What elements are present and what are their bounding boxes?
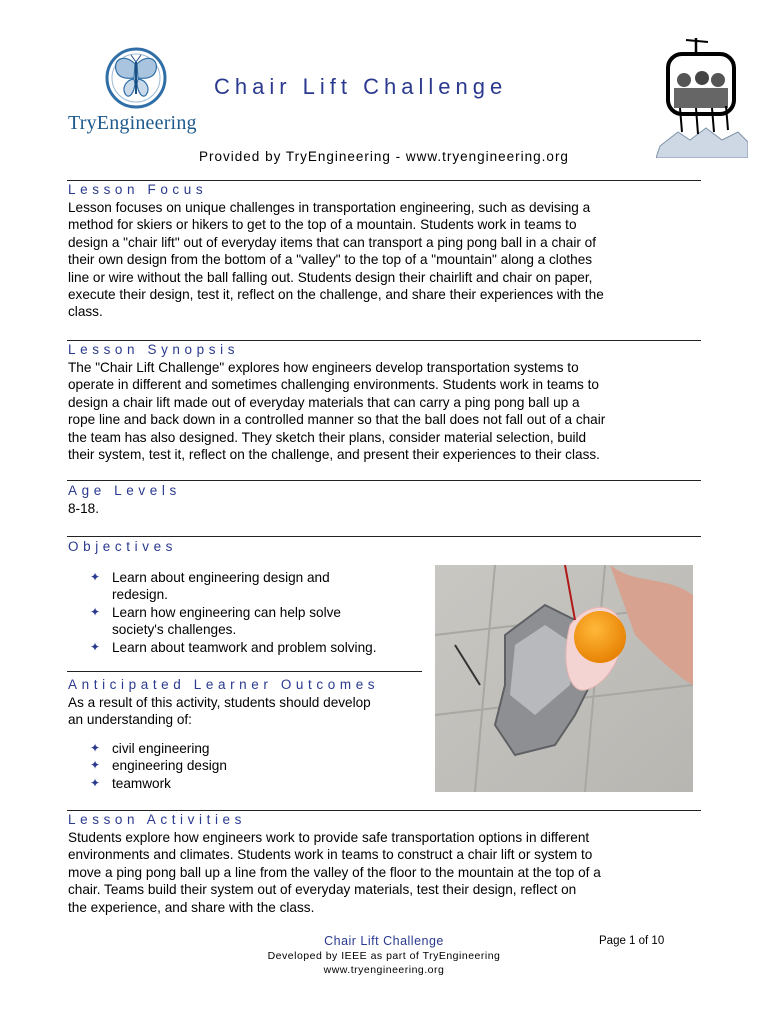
outcomes-text — [68, 694, 428, 729]
text-line: line or wire without the ball falling out. Students design their chairlift and chair on paper, — [68, 269, 593, 285]
section-heading-objectives: Objectives — [68, 539, 178, 554]
list-item: ✦ Learn about engineering design and redesign. — [90, 570, 330, 603]
four-point-star-icon: ✦ — [90, 775, 101, 790]
text-line: Lesson focuses on unique challenges in transportation engineering, such as devising a — [68, 200, 591, 215]
page-number: Page 1 of 10 — [599, 935, 665, 947]
section-divider — [67, 671, 422, 672]
text-line: chair. Teams build their system out of everyday materials, test their design, reflect on — [68, 882, 577, 898]
ping-pong-chair-photo — [435, 565, 693, 792]
footer-title: Chair Lift Challenge — [324, 934, 444, 948]
lesson-focus-text — [68, 199, 708, 321]
text-line: design a "chair lift" out of everyday items that can transport a ping pong ball in a chair of — [68, 234, 597, 250]
objectives-list — [90, 569, 376, 656]
text-line: Students explore how engineers work to provide safe transportation options in different — [68, 830, 590, 845]
section-heading-anticipated-learner-outcomes: Anticipated Learner Outcomes — [68, 677, 380, 692]
section-divider — [67, 480, 701, 481]
outcomes-list — [90, 740, 227, 792]
section-heading-lesson-synopsis: Lesson Synopsis — [68, 342, 240, 357]
text-line: class. — [68, 304, 103, 320]
text-line: rope line and back down in a controlled manner so that the ball does not fall out of a chair — [68, 412, 606, 428]
text-line: their own design from the bottom of a "valley" to the top of a "mountain" along a clothes — [68, 252, 593, 268]
four-point-star-icon: ✦ — [90, 604, 101, 619]
lesson-activities-text — [68, 829, 708, 916]
section-divider — [67, 810, 701, 811]
list-item: ✦ engineering design — [90, 758, 227, 774]
section-divider — [67, 180, 701, 181]
text-line: an understanding of: — [68, 712, 192, 728]
section-heading-age-levels: Age Levels — [68, 483, 181, 498]
footer-developed-by: Developed by IEEE as part of TryEngineering — [267, 950, 501, 962]
text-line: As a result of this activity, students should develop — [68, 695, 371, 710]
text-line: execute their design, test it, reflect on the challenge, and share their experiences with the — [68, 287, 604, 303]
list-item: ✦ Learn how engineering can help solve society's challenges. — [90, 604, 341, 638]
text-line: the team has also designed. They sketch their plans, consider material selection, build — [68, 429, 587, 445]
lesson-synopsis-text — [68, 359, 708, 463]
chair-lift-illustration — [656, 36, 748, 158]
four-point-star-icon: ✦ — [90, 639, 101, 654]
four-point-star-icon: ✦ — [90, 570, 101, 584]
four-point-star-icon: ✦ — [90, 758, 101, 773]
list-item: ✦ teamwork — [90, 775, 171, 791]
text-line: method for skiers or hikers to get to the top of a mountain. Students work in teams to — [68, 217, 577, 233]
four-point-star-icon: ✦ — [90, 741, 101, 755]
tryengineering-logo — [68, 46, 213, 138]
section-divider — [67, 536, 701, 537]
list-item: ✦ civil engineering — [90, 741, 210, 756]
text-line: design a chair lift made out of everyday materials that can carry a ping pong ball up a — [68, 394, 580, 410]
list-item: ✦ Learn about teamwork and problem solving. — [90, 639, 377, 655]
section-heading-lesson-activities: Lesson Activities — [68, 812, 246, 827]
text-line: their system, test it, reflect on the challenge, and present their experiences to their class. — [68, 447, 600, 463]
text-line: environments and climates. Students work in teams to construct a chair lift or system to — [68, 847, 593, 863]
provided-by-line: Provided by TryEngineering - www.tryengineering.org — [199, 149, 569, 164]
age-levels-text: 8-18. — [68, 501, 99, 516]
footer-url: www.tryengineering.org — [323, 964, 445, 976]
section-divider — [67, 340, 701, 341]
butterfly-icon — [104, 46, 168, 110]
page-title: Chair Lift Challenge — [214, 74, 508, 99]
text-line: The "Chair Lift Challenge" explores how engineers develop transportation systems to — [68, 360, 579, 375]
logo-wordmark: TryEngineering — [68, 112, 197, 134]
text-line: operate in different and sometimes challenging environments. Students work in teams to — [68, 377, 599, 393]
text-line: move a ping pong ball up a line from the valley of the floor to the mountain at the top of a — [68, 864, 601, 880]
text-line: the experience, and share with the class. — [68, 899, 315, 915]
section-heading-lesson-focus: Lesson Focus — [68, 182, 208, 197]
